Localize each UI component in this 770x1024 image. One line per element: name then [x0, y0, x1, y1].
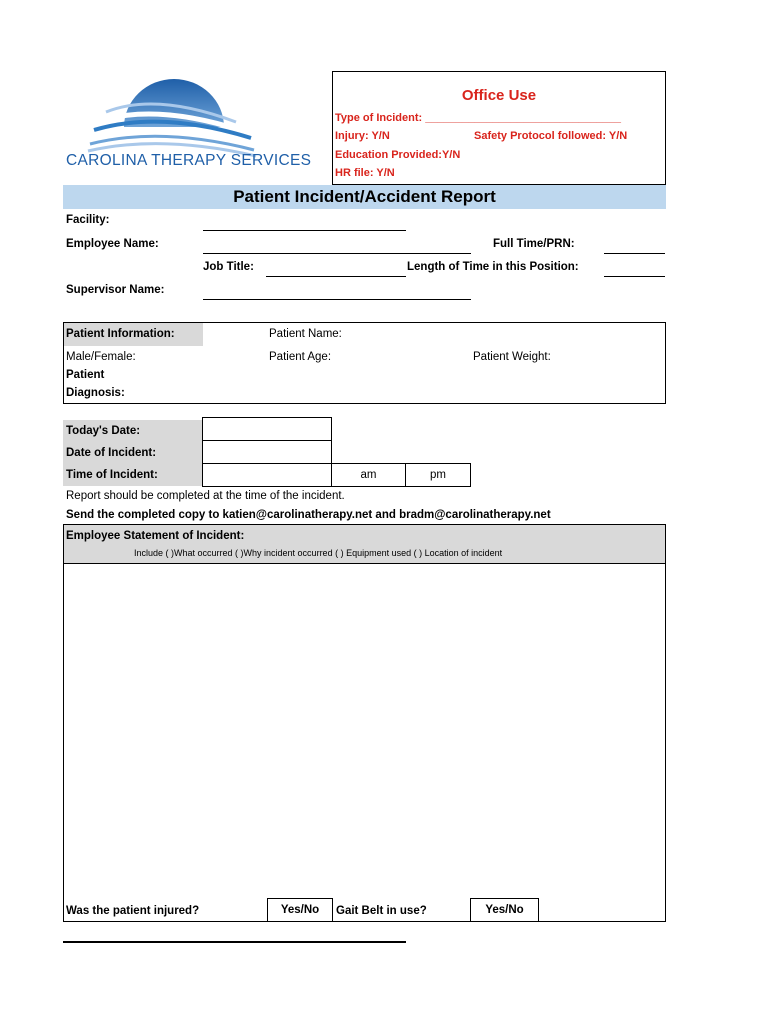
date-of-incident-field[interactable]: [202, 440, 332, 464]
supervisor-name-label: Supervisor Name:: [66, 284, 165, 296]
statement-header: [64, 525, 665, 564]
report-title-bar: [63, 185, 666, 209]
safety-protocol-yn: Safety Protocol followed: Y/N: [474, 130, 628, 142]
yes-no-2: Yes/No: [485, 904, 524, 916]
type-of-incident: Type of Incident: ________________________________: [335, 112, 622, 124]
statement-include-checklist: Include ( )What occurred ( )Why incident occurred ( ) Equipment used ( ) Location of incident: [134, 548, 503, 558]
patient-diagnosis-label-2: Diagnosis:: [66, 387, 125, 399]
todays-date-text: Today's Date:: [66, 425, 141, 437]
employee-name-label: Employee Name:: [66, 238, 159, 250]
facility-label: Facility:: [66, 214, 110, 226]
job-title-label: Job Title:: [203, 261, 254, 273]
gait-belt-field[interactable]: [470, 898, 539, 922]
patient-info-header: Patient Information:: [64, 323, 203, 346]
injury-yn: Injury: Y/N: [335, 130, 390, 142]
patient-injured-label: Was the patient injured?: [66, 905, 200, 917]
full-time-prn-field[interactable]: [604, 253, 665, 254]
page-title: Patient Incident/Accident Report: [233, 187, 496, 206]
statement-title: Employee Statement of Incident:: [66, 530, 245, 542]
am-field[interactable]: [331, 463, 406, 487]
todays-date-label: [63, 420, 202, 486]
time-of-incident-field[interactable]: [202, 463, 332, 487]
patient-injured-field[interactable]: [267, 898, 333, 922]
signature-line[interactable]: [63, 941, 406, 943]
company-name: CAROLINA THERAPY SERVICES: [66, 152, 312, 169]
education-provided-yn: Education Provided:Y/N: [335, 149, 461, 161]
patient-info-box: [63, 322, 666, 404]
length-of-time-label: Length of Time in this Position:: [407, 261, 579, 273]
report-timing-note: Report should be completed at the time of the incident.: [66, 490, 345, 502]
supervisor-name-field[interactable]: [203, 299, 471, 300]
bottom-row: [64, 899, 665, 923]
am-label: am: [360, 469, 377, 481]
hr-file-yn: HR file: Y/N: [335, 167, 395, 179]
facility-field[interactable]: [203, 230, 406, 231]
patient-weight-label[interactable]: Patient Weight:: [473, 351, 551, 363]
patient-diagnosis-label-1: Patient: [66, 369, 105, 381]
office-use-title: Office Use: [461, 87, 537, 104]
todays-date-field[interactable]: [202, 417, 332, 441]
statement-box: [63, 524, 666, 922]
company-logo: [66, 72, 312, 172]
send-copy-note: Send the completed copy to katien@carolinatherapy.net and bradm@carolinatherapy.net: [66, 509, 551, 521]
male-female-label[interactable]: Male/Female:: [66, 351, 136, 363]
yes-no-1: Yes/No: [280, 904, 320, 916]
patient-age-label[interactable]: Patient Age:: [269, 351, 332, 363]
office-use-box: [332, 71, 666, 185]
full-time-prn-label: Full Time/PRN:: [493, 238, 575, 250]
employee-name-field[interactable]: [203, 253, 471, 254]
job-title-field[interactable]: [266, 276, 406, 277]
pm-field[interactable]: [405, 463, 471, 487]
time-of-incident-text: Time of Incident:: [66, 469, 158, 481]
patient-name-label[interactable]: Patient Name:: [269, 328, 342, 340]
gait-belt-label: Gait Belt in use?: [336, 905, 427, 917]
pm-label: pm: [430, 469, 446, 481]
statement-text-area[interactable]: [64, 563, 665, 897]
date-of-incident-text: Date of Incident:: [66, 447, 157, 459]
length-of-time-field[interactable]: [604, 276, 665, 277]
